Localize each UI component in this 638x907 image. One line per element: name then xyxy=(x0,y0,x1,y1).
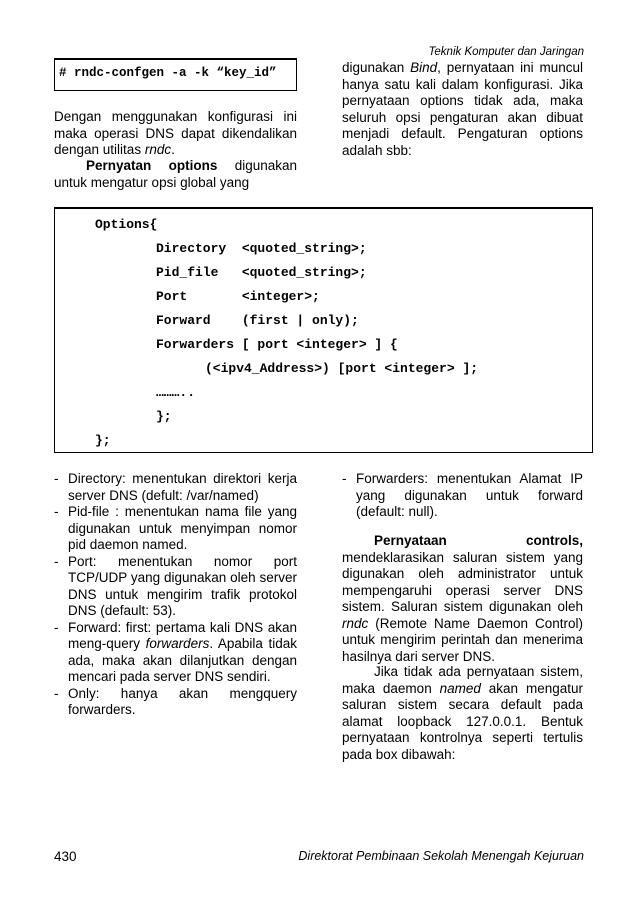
options-paragraph xyxy=(54,158,297,191)
left-intro-paragraph xyxy=(54,109,297,159)
list-item: - Directory: menentukan direktori kerja server DNS (defult: /var/named) xyxy=(54,471,297,503)
command-text: # rndc-confgen -a -k “key_id” xyxy=(59,66,277,80)
code-line: Forwarders [ port <integer> ] { xyxy=(156,337,398,352)
options-text: digunakan untuk mengatur opsi global yang xyxy=(54,158,297,190)
system-paragraph: Jika tidak ada pernyataan sistem, maka daemon named akan mengatur saluran sistem secara default pada alamat loopback 127.0.0.1. Bentuk pernyataan kontrolnya seperti tertulis pada box dibawah: xyxy=(342,664,583,762)
code-line: Directory <quoted_string>; xyxy=(156,241,367,256)
left-definition-list xyxy=(54,471,297,719)
controls-heading: Pernyataan controls, xyxy=(374,533,583,548)
right-definition-list xyxy=(342,471,583,521)
right-intro-text-end: , pernyataan ini muncul hanya satu kali dalam konfigurasi. Jika pernyataan options tidak ada, maka seluruh opsi pengaturan akan dibuat menjadi default. Pengaturan options adalah sbb: xyxy=(342,60,583,158)
list-item: - Only: hanya akan mengquery forwarders. xyxy=(54,685,297,717)
code-line: (<ipv4_Address>) [port <integer> ]; xyxy=(205,361,479,376)
code-line: Pid_file <quoted_string>; xyxy=(156,265,367,280)
code-line: Forward (first | only); xyxy=(156,313,359,328)
code-line: Options{ xyxy=(95,217,158,232)
intro-text: Dengan menggunakan konfigurasi ini maka operasi DNS dapat dikendalikan dengan utilitas xyxy=(54,109,297,157)
intro-text-end: . xyxy=(171,142,175,157)
options-code-box xyxy=(54,207,593,453)
page-number: 430 xyxy=(54,849,77,864)
right-intro-paragraph xyxy=(342,60,583,159)
right-intro-text: digunakan xyxy=(342,60,411,75)
controls-paragraph: Pernyataan controls, mendeklarasikan saluran sistem yang digunakan oleh administrator untuk mempengaruhi operasi server DNS sistem. Saluran sistem digunakan oleh rndc (Remote Name Daemon Control) untuk mengirim perintah dan menerima hasilnya dari server DNS. xyxy=(342,533,583,664)
code-line: }; xyxy=(95,433,111,448)
list-item: - Forwarders: menentukan Alamat IP yang digunakan untuk forward (default: null). xyxy=(342,471,583,519)
list-item: - Forward: first: pertama kali DNS akan meng-query forwarders. Apabila tidak ada, maka akan dilanjutkan dengan mencari pada server DNS sendiri. xyxy=(54,619,297,684)
bind-emphasis: Bind xyxy=(410,60,438,75)
running-header: Teknik Komputer dan Jaringan xyxy=(428,46,584,58)
list-item: - Pid-file : menentukan nama file yang digunakan untuk menyimpan nomor pid daemon named. xyxy=(54,504,297,552)
code-line: Port <integer>; xyxy=(156,289,320,304)
list-item: - Port: menentukan nomor port TCP/UDP yang digunakan oleh server DNS untuk mengirim trafik protokol DNS (default: 53). xyxy=(54,553,297,618)
code-line: ……….. xyxy=(156,385,196,400)
intro-emphasis: rndc xyxy=(144,142,172,157)
publisher-footer: Direktorat Pembinaan Sekolah Menengah Kejuruan xyxy=(298,849,584,863)
code-line: }; xyxy=(156,409,172,424)
options-heading: Pernyatan options xyxy=(86,158,218,173)
command-box xyxy=(54,58,297,91)
